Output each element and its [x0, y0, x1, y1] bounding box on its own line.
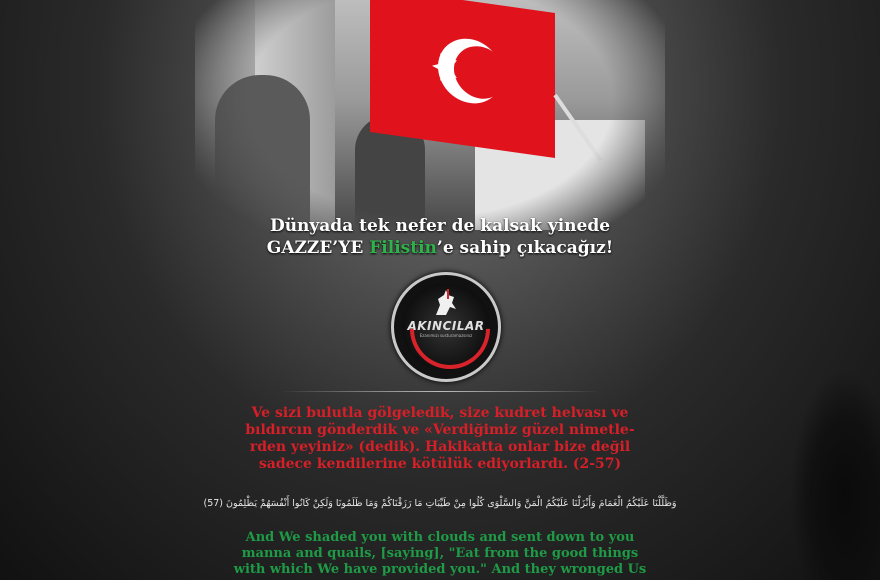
- horseman-icon: [432, 289, 458, 317]
- verse-arabic: وَظَلَّلْنَا عَلَيْكُمُ الْغَمَامَ وَأَنْزَلْنَا عَلَيْكُمُ الْمَنَّ وَالسَّلْوَى كُلُوا مِنْ طَيِّبَاتِ مَا رَزَقْنَاكُمْ وَمَا ظَلَمُونَا وَلَكِنْ كَانُوا أَنْفُسَهُمْ يَظْلِمُونَ (57): [203, 498, 677, 509]
- horseman-silhouette: [790, 370, 880, 580]
- headline-line2: [0, 237, 880, 259]
- logo-tagline: Ezanımızı susturamazsınız: [419, 333, 473, 338]
- verse-turkish-line: bıldırcın gönderdik ve «Verdiğimiz güzel nimetle-: [245, 422, 635, 438]
- verse-english: [0, 530, 880, 578]
- logo-name: AKINCILAR: [407, 319, 485, 333]
- headline-line2-start: GAZZE’YE: [266, 238, 370, 258]
- verse-english-line: manna and quails, [saying], "Eat from the good things: [241, 546, 639, 561]
- headline-line2-end: ’e sahip çıkacağız!: [436, 238, 614, 258]
- akincilar-logo: [391, 272, 501, 382]
- headline-line1: Dünyada tek nefer de kalsak yinede: [269, 216, 611, 236]
- verse-turkish-line: sadece kendilerine kötülük ediyorlardı. (2-57): [258, 456, 622, 472]
- headline: [0, 215, 880, 259]
- turkish-flag: [370, 0, 555, 158]
- divider: [280, 391, 600, 392]
- header-photo: [195, 0, 665, 250]
- headline-highlight: Filistin: [369, 238, 437, 258]
- verse-english-line: And We shaded you with clouds and sent down to you: [245, 530, 635, 545]
- verse-turkish-line: Ve sizi bulutla gölgeledik, size kudret helvası ve: [251, 405, 629, 421]
- verse-turkish-line: rden yeyiniz» (dedik). Hakikatta onlar bize değil: [249, 439, 631, 455]
- verse-english-line: with which We have provided you." And they wronged Us: [233, 562, 647, 577]
- verse-turkish: [0, 405, 880, 473]
